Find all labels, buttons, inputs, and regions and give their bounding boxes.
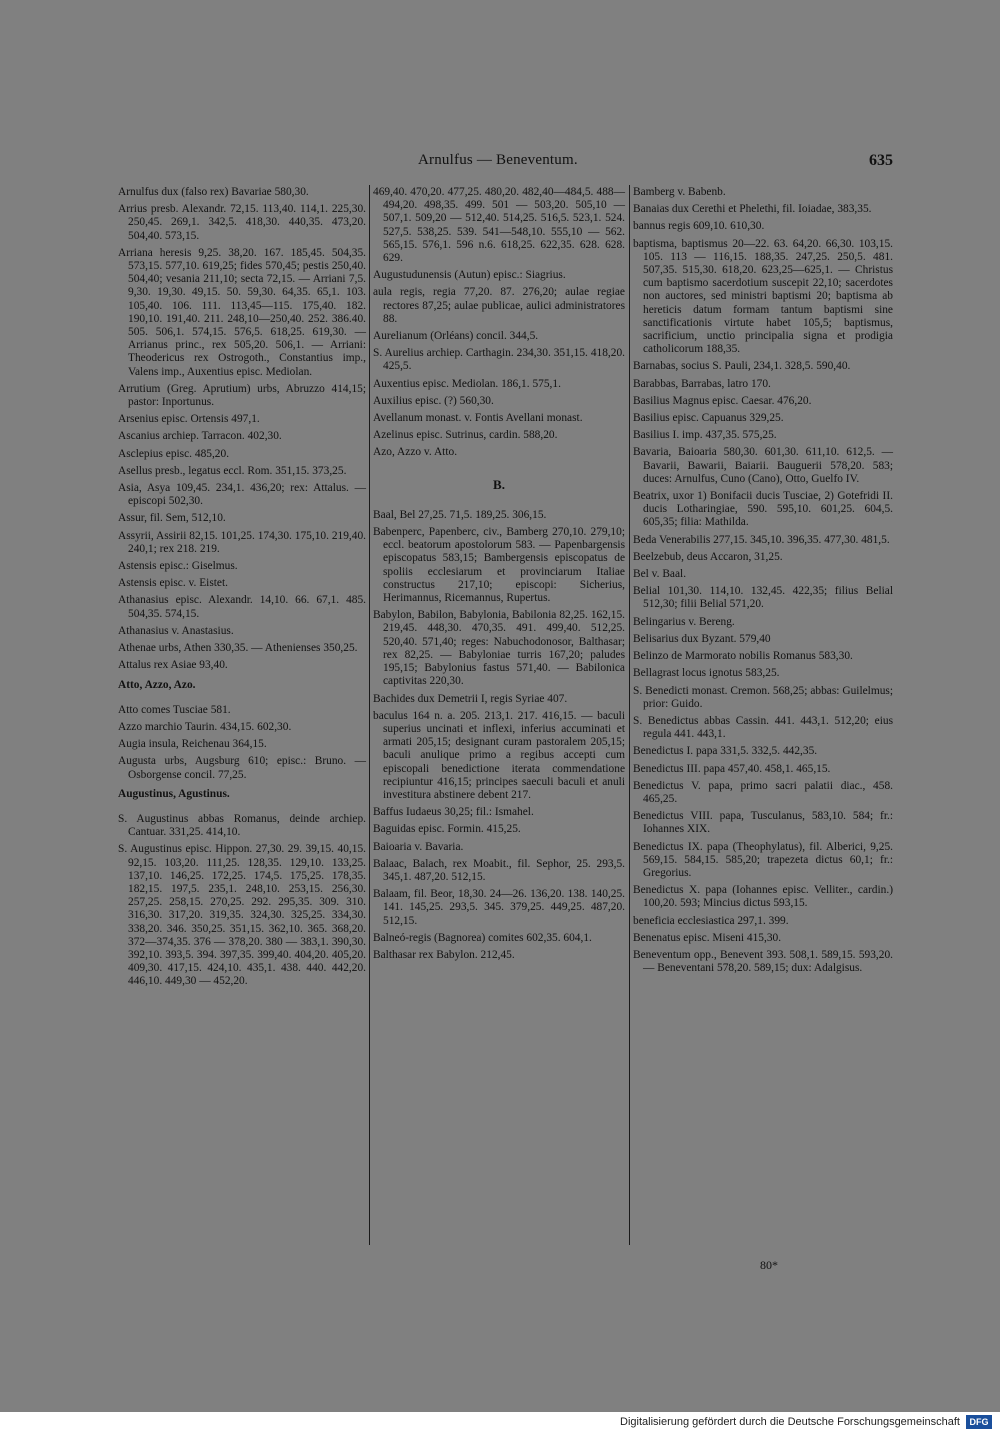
index-subheading: Atto, Azzo, Azo. xyxy=(118,678,196,691)
index-entry: Athanasius episc. Alexandr. 14,10. 66. 67,1. 485. 504,35. 574,15. xyxy=(118,594,366,620)
index-entry: Bel v. Baal. xyxy=(633,568,687,581)
index-entry: Balaam, fil. Beor, 18,30. 24—26. 136,20. 138. 140,25. 141. 145,25. 293,5. 345. 379,25. 449,25. 487,20. 512,15. xyxy=(373,888,625,927)
index-entry: bannus regis 609,10. 610,30. xyxy=(633,220,765,233)
index-entry: Assyrii, Assirii 82,15. 101,25. 174,30. 175,10. 219,40. 240,1; rex 218. 219. xyxy=(118,529,366,555)
index-entry: Basilius episc. Capuanus 329,25. xyxy=(633,412,784,425)
index-entry: Baal, Bel 27,25. 71,5. 189,25. 306,15. xyxy=(373,508,547,521)
index-entry: Arrius presb. Alexandr. 72,15. 113,40. 114,1. 225,30. 250,45. 269,1. 342,5. 418,30. 440,35. 473,20. 504,40. 573,15. xyxy=(118,203,366,242)
signature-mark: 80* xyxy=(760,1258,778,1272)
index-entry: S. Benedicti monast. Cremon. 568,25; abbas: Guilelmus; prior: Guido. xyxy=(633,684,893,710)
index-entry: Basilius Magnus episc. Caesar. 476,20. xyxy=(633,394,812,407)
index-entry: Assur, fil. Sem, 512,10. xyxy=(118,512,226,525)
index-subheading: Augustinus, Agustinus. xyxy=(118,787,230,800)
running-head: Arnulfus — Beneventum. xyxy=(418,152,578,168)
index-entry: Asclepius episc. 485,20. xyxy=(118,447,230,460)
index-entry: Barabbas, Barrabas, latro 170. xyxy=(633,377,771,390)
index-entry: Beneventum opp., Benevent 393. 508,1. 589,15. 593,20. — Beneventani 578,20. 589,15; dux: Adalgisus. xyxy=(633,948,893,975)
index-entry: 469,40. 470,20. 477,25. 480,20. 482,40—484,5. 488—494,20. 498,35. 499. 501 — 503,20. 505,10 — 507,1. 509,20 — 512,40. 514,25. 516,5. 523,1. 524. 527,5. 538,25. 539. 541—548,10. 555,10 — 562. 565,15. 576,1. 596 n.6. 618,25. 622,35. 628. 628. 629. xyxy=(373,186,625,265)
page-header xyxy=(118,152,893,176)
index-entry: S. Benedictus abbas Cassin. 441. 443,1. 512,20; eius regula 441. 443,1. xyxy=(633,714,893,741)
index-entry: Bellagrast locus ignotus 583,25. xyxy=(633,667,780,680)
index-entry: S. Augustinus episc. Hippon. 27,30. 29. 39,15. 40,15. 92,15. 103,20. 111,25. 128,35. 129,10. 133,25. 137,10. 146,25. 172,25. 174,5. 175,25. 178,35. 182,15. 197,5. 235,1. 248,10. 253,15. 256,30. 257,25. 258,15. 270,25. 292. 295,35. 309. 310. 316,30. 317,20. 319,35. 324,30. 325,25. 334,30. 338,20. 346. 350,25. 351,15. 362,10. 365. 368,20. 372—374,35. 376 — 378,20. 380 — 383,1. 390,30. 392,10. 393,5. 394. 397,35. 399,40. 404,20. 405,20. 409,30. 417,15. 424,10. 435,1. 438. 440. 442,20. 446,10. 449,30 — 452,20. xyxy=(118,843,366,988)
index-entry: beneficia ecclesiastica 297,1. 399. xyxy=(633,914,789,927)
index-entry: Baffus Iudaeus 30,25; fil.: Ismahel. xyxy=(373,806,534,819)
index-entry: Attalus rex Asiae 93,40. xyxy=(118,659,228,672)
index-entry: Basilius I. imp. 437,35. 575,25. xyxy=(633,429,777,442)
index-entry: Benedictus X. papa (Iohannes episc. Velliter., cardin.) 100,20. 593; Mincius dictus 593,15. xyxy=(633,884,893,910)
page-number: 635 xyxy=(869,152,893,169)
section-letter: B. xyxy=(493,476,505,492)
index-entry: Benedictus I. papa 331,5. 332,5. 442,35. xyxy=(633,745,818,758)
index-entry: Athenae urbs, Athen 330,35. — Athenienses 350,25. xyxy=(118,642,358,655)
index-entry: Banaias dux Cerethi et Phelethi, fil. Ioiadae, 383,35. xyxy=(633,203,872,216)
index-entry: Arriana heresis 9,25. 38,20. 167. 185,45. 504,35. 573,15. 577,10. 619,25; fides 570,45; pestis 250,40. 504,40; vesania 211,10; secta 72,15. — Arriani 7,5. 9,30. 19,30. 49,15. 50. 59,30. 64,35. 65,1. 103. 105,40. 106. 111. 113,45—115. 175,40. 182. 190,10. 191,40. 211. 248,10—250,40. 252. 386.40. 505. 506,1. 574,15. 576,5. 618,25. 619,30. — Arrianus princ., rex 505,20. 506,1. — Arriani: Theodericus rex Ostrogoth., Constantius imp., Valens imp., Auxentius episc. Mediolan. xyxy=(118,246,366,378)
index-entry: Bavaria, Baioaria 580,30. 601,30. 611,10. 612,5. — Bavarii, Bawarii, Baiarii. Bauguerii 578,20. 583; duces: Arnulfus, Cuno (Cano), Otto, Guelfo IV. xyxy=(633,446,893,485)
index-entry: Belinzo de Marmorato nobilis Romanus 583,30. xyxy=(633,650,853,663)
column-rule xyxy=(629,185,630,1245)
index-entry: aula regis, regia 77,20. 87. 276,20; aulae regiae rectores 87,25; aulae publicae, aulici administratores 88. xyxy=(373,286,625,325)
index-entry: Baioaria v. Bavaria. xyxy=(373,840,464,853)
index-entry: Babenperc, Papenberc, civ., Bamberg 270,10. 279,10; eccl. beatorum apostolorum 583. — Papenbargensis episcopatus 583,15; Bambergensis episcopatus de spoliis ecclesiarum et provinciarum Italiae constructus 217,10; episcopi: Sicherius, Herimannus, Ricemannus, Rupertus. xyxy=(373,526,625,605)
index-entry: Augustudunensis (Autun) episc.: Siagrius. xyxy=(373,269,566,282)
index-entry: Auxilius episc. (?) 560,30. xyxy=(373,394,494,407)
index-entry: baptisma, baptismus 20—22. 63. 64,20. 66,30. 103,15. 105. 113 — 116,15. 188,35. 247,25. 250,5. 481. 507,35. 515,30. 618,20. 623,25—625,1. — Christus cum baptismo sacerdotium suscepit 22,10; sacerdotes non auctores, sed ministri baptismi 20; baptisma ab hereticis datum formam tantum baptismi sine sanctificationis virtute habet 105,5; baptismus, sacrificium, unctio principalia signa et prodigia catholicorum 188,35. xyxy=(633,237,893,356)
index-entry: Astensis episc. v. Eistet. xyxy=(118,577,228,590)
index-entry: Benedictus VIII. papa, Tusculanus, 583,10. 584; fr.: Iohannes XIX. xyxy=(633,810,893,836)
index-entry: Asellus presb., legatus eccl. Rom. 351,15. 373,25. xyxy=(118,464,347,477)
index-entry: Bachides dux Demetrii I, regis Syriae 407. xyxy=(373,692,568,705)
index-entry: S. Augustinus abbas Romanus, deinde archiep. Cantuar. 331,25. 414,10. xyxy=(118,812,366,839)
index-entry: Arnulfus dux (falso rex) Bavariae 580,30. xyxy=(118,186,309,198)
index-entry: Azo, Azzo v. Atto. xyxy=(373,446,458,459)
index-entry: Augia insula, Reichenau 364,15. xyxy=(118,738,267,751)
index-entry: Aurelianum (Orléans) concil. 344,5. xyxy=(373,330,539,343)
index-entry: Athanasius v. Anastasius. xyxy=(118,624,234,637)
index-entry: Belial 101,30. 114,10. 132,45. 422,35; filius Belial 512,30; filii Belial 571,20. xyxy=(633,585,893,611)
index-entry: Babylon, Babilon, Babylonia, Babilonia 82,25. 162,15. 219,45. 448,30. 470,35. 491. 499,40. 512,25. 520,40. 571,40; reges: Nabuchodonosor, Balthasar; rex 82,25. — Babyloniae turris 167,20; paludes 195,15; Babylonius fastus 571,40. — Babilonica captivitas 220,30. xyxy=(373,609,625,688)
index-entry: Benedictus III. papa 457,40. 458,1. 465,15. xyxy=(633,762,831,775)
index-entry: Astensis episc.: Giselmus. xyxy=(118,560,238,573)
index-entry: Azelinus episc. Sutrinus, cardin. 588,20. xyxy=(373,429,558,442)
index-entry: Augusta urbs, Augsburg 610; episc.: Bruno. — Osborgense concil. 77,25. xyxy=(118,755,366,781)
index-entry: Ascanius archiep. Tarracon. 402,30. xyxy=(118,430,282,443)
column-rule xyxy=(369,185,370,1245)
index-entry: Beda Venerabilis 277,15. 345,10. 396,35. 477,30. 481,5. xyxy=(633,533,890,546)
index-entry: Balaac, Balach, rex Moabit., fil. Sephor, 25. 293,5. 345,1. 487,20. 512,15. xyxy=(373,857,625,883)
index-entry: Benedictus V. papa, primo sacri palatii diac., 458. 465,25. xyxy=(633,779,893,805)
index-entry: Baguidas episc. Formin. 415,25. xyxy=(373,823,521,836)
index-column-2 xyxy=(373,186,625,966)
index-column-1 xyxy=(118,186,366,993)
dfg-logo-icon: DFG xyxy=(966,1415,992,1429)
index-entry: Benedictus IX. papa (Theophylatus), fil. Alberici, 9,25. 569,15. 584,15. 585,20; trapezeta dictus 60,1; fr.: Gregorius. xyxy=(633,840,893,879)
index-entry: Azzo marchio Taurin. 434,15. 602,30. xyxy=(118,720,292,733)
index-entry: Belisarius dux Byzant. 579,40 xyxy=(633,632,771,645)
funding-notice: Digitalisierung gefördert durch die Deutsche Forschungsgemeinschaft xyxy=(620,1416,960,1428)
index-entry: Arsenius episc. Ortensis 497,1. xyxy=(118,413,260,426)
index-entry: Arrutium (Greg. Aprutium) urbs, Abruzzo 414,15; pastor: Inportunus. xyxy=(118,382,366,409)
index-entry: Belingarius v. Bereng. xyxy=(633,615,735,628)
index-entry: Benenatus episc. Miseni 415,30. xyxy=(633,931,782,944)
index-entry: Barnabas, socius S. Pauli, 234,1. 328,5. 590,40. xyxy=(633,360,851,373)
index-entry: S. Aurelius archiep. Carthagin. 234,30. 351,15. 418,20. 425,5. xyxy=(373,347,625,373)
index-entry: Atto comes Tusciae 581. xyxy=(118,703,231,716)
index-entry: Avellanum monast. v. Fontis Avellani monast. xyxy=(373,412,583,425)
footer-bar xyxy=(0,1412,1000,1434)
index-entry: baculus 164 n. a. 205. 213,1. 217. 416,15. — baculi superius uncinati et inflexi, inferius accuminati et armati 205,15; designant curam pastoralem 205,15; baculi anulique primo a regibus accepti cum episcopali benedictione iterata commendatione recipiuntur 416,15; principes saeculi baculi et anuli investitura abstinere debent 217. xyxy=(373,709,625,801)
index-entry: Beelzebub, deus Accaron, 31,25. xyxy=(633,550,783,563)
index-entry: Beatrix, uxor 1) Bonifacii ducis Tusciae, 2) Gotefridi II. ducis Lotharingiae, 590. 595,10. 601,25. 604,5. 605,35; filia: Mathilda. xyxy=(633,490,893,529)
index-entry: Balneó-regis (Bagnorea) comites 602,35. 604,1. xyxy=(373,931,592,944)
index-entry: Auxentius episc. Mediolan. 186,1. 575,1. xyxy=(373,377,561,390)
index-entry: Asia, Asya 109,45. 234,1. 436,20; rex: Attalus. — episcopi 502,30. xyxy=(118,482,366,508)
index-entry: Balthasar rex Babylon. 212,45. xyxy=(373,948,515,961)
index-entry: Bamberg v. Babenb. xyxy=(633,186,726,198)
index-column-3 xyxy=(633,186,893,979)
